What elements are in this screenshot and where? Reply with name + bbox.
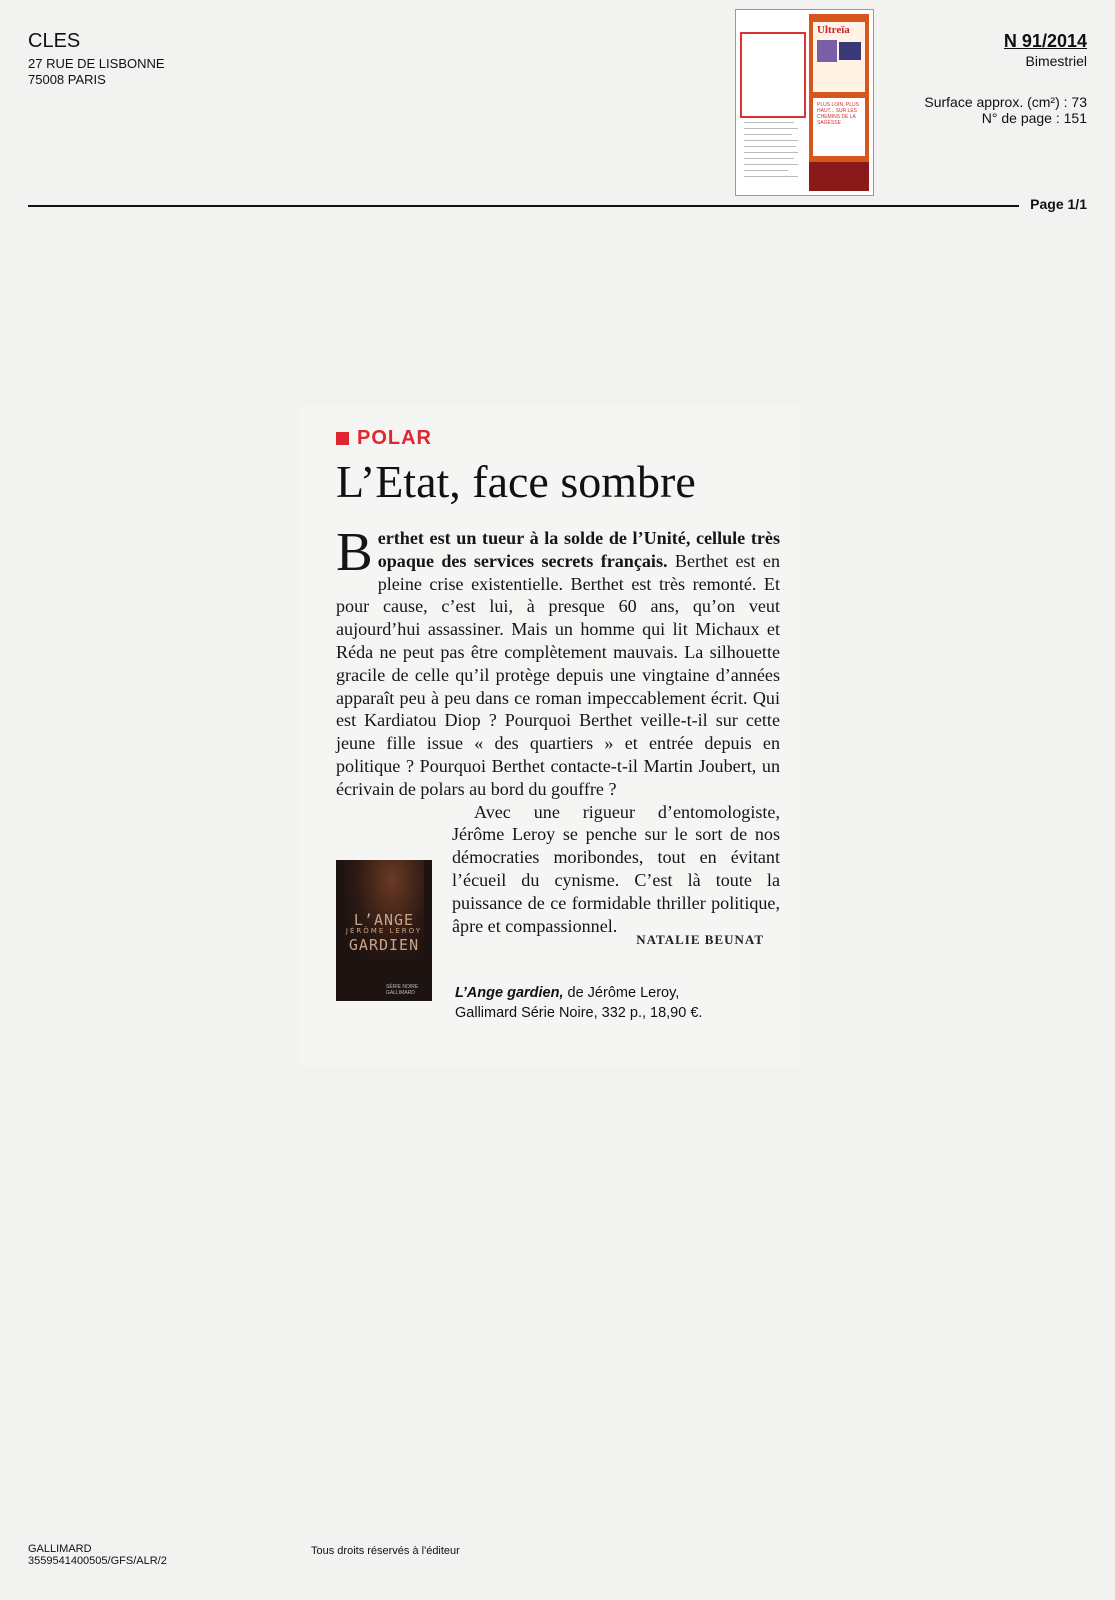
rubric-square-icon [336, 432, 349, 445]
page-number: N° de page : 151 [981, 110, 1087, 126]
article-author: NATALIE BEUNAT [636, 932, 764, 947]
thumbnail-advert [809, 14, 869, 191]
footer-code: 3559541400505/GFS/ALR/2 [28, 1555, 167, 1567]
cover-imprint: SÉRIE NOIRE GALLIMARD [386, 984, 419, 996]
paragraph-1-text: Berthet est en pleine crise existentielle. Berthet est très remonté. Et pour cause, c’est lui, à presque 60 ans, qu’on veut aujourd’hui assassiner. Mais un homme qui lit Michaux et Réda ne peut pas être complètement mauvais. La silhouette gracile de celle qu’il protège depuis une vingtaine d’années apparaît peu à peu dans ce roman impeccablement écrit. Qui est Kardiatou Diop ? Pourquoi Berthet veille-t-il sur cette jeune fille issue « des quartiers » et entrée depuis en politique ? Pourquoi Berthet contacte-t-il Martin Joubert, un écrivain de polars au bord du gouffre ? [336, 550, 780, 799]
book-cover [336, 860, 432, 1001]
address-line-1: 27 RUE DE LISBONNE [28, 56, 165, 71]
rubric-label: POLAR [357, 427, 432, 449]
thumbnail-article-highlight [740, 32, 806, 118]
article-paragraph-1 [336, 521, 780, 801]
book-credit-publisher: Gallimard Série Noire, 332 p., 18,90 €. [455, 1005, 703, 1021]
article-lead: erthet est un tueur à la solde de l’Unité, cellule très opaque des services secrets français. [377, 528, 780, 571]
article-clipping [300, 405, 800, 1067]
footer-client [28, 1543, 167, 1567]
thumbnail-photo [817, 40, 837, 62]
book-credit-author: de Jérôme Leroy, [563, 985, 680, 1001]
thumbnail-magazine-title: Ultreïa [817, 24, 850, 36]
book-credit [455, 983, 702, 1023]
thumbnail-tagline: PLUS LOIN, PLUS HAUT... SUR LES CHEMINS DE LA SAGESSE [817, 102, 859, 126]
paragraph-2-text: Avec une rigueur d’entomologiste, Jérôme Leroy se penche sur le sort de nos démocraties moribondes, tout en évitant l’écueil du cynisme. C’est là toute la puissance de ce formidable thriller politique, âpre et compassionnel. [452, 801, 780, 936]
drop-cap: B [336, 521, 373, 582]
header-divider [28, 205, 1019, 207]
thumbnail-footer-band [809, 162, 869, 191]
page-thumbnail [735, 9, 874, 196]
book-title: L’Ange gardien, [455, 985, 564, 1001]
address-line-2: 75008 PARIS [28, 72, 106, 87]
article-headline: L’Etat, face sombre [336, 456, 696, 507]
publication-name: CLES [28, 30, 81, 52]
cover-author: JÉRÔME LEROY [345, 927, 423, 935]
cover-title-top: L’ANGE [353, 911, 415, 929]
thumbnail-photo-2 [839, 42, 861, 60]
article-rubric [336, 427, 432, 450]
issue-info [924, 30, 1087, 126]
issue-frequency: Bimestriel [1025, 53, 1087, 69]
surface-area: Surface approx. (cm²) : 73 [924, 94, 1087, 110]
footer-client-name: GALLIMARD [28, 1543, 92, 1555]
page-count: Page 1/1 [1024, 196, 1087, 212]
footer-rights: Tous droits réservés à l'éditeur [311, 1545, 460, 1557]
publication-address [28, 56, 165, 88]
issue-number: N 91/2014 [1003, 31, 1087, 51]
publication-header [28, 30, 165, 88]
cover-title-bottom: GARDIEN [348, 936, 420, 954]
